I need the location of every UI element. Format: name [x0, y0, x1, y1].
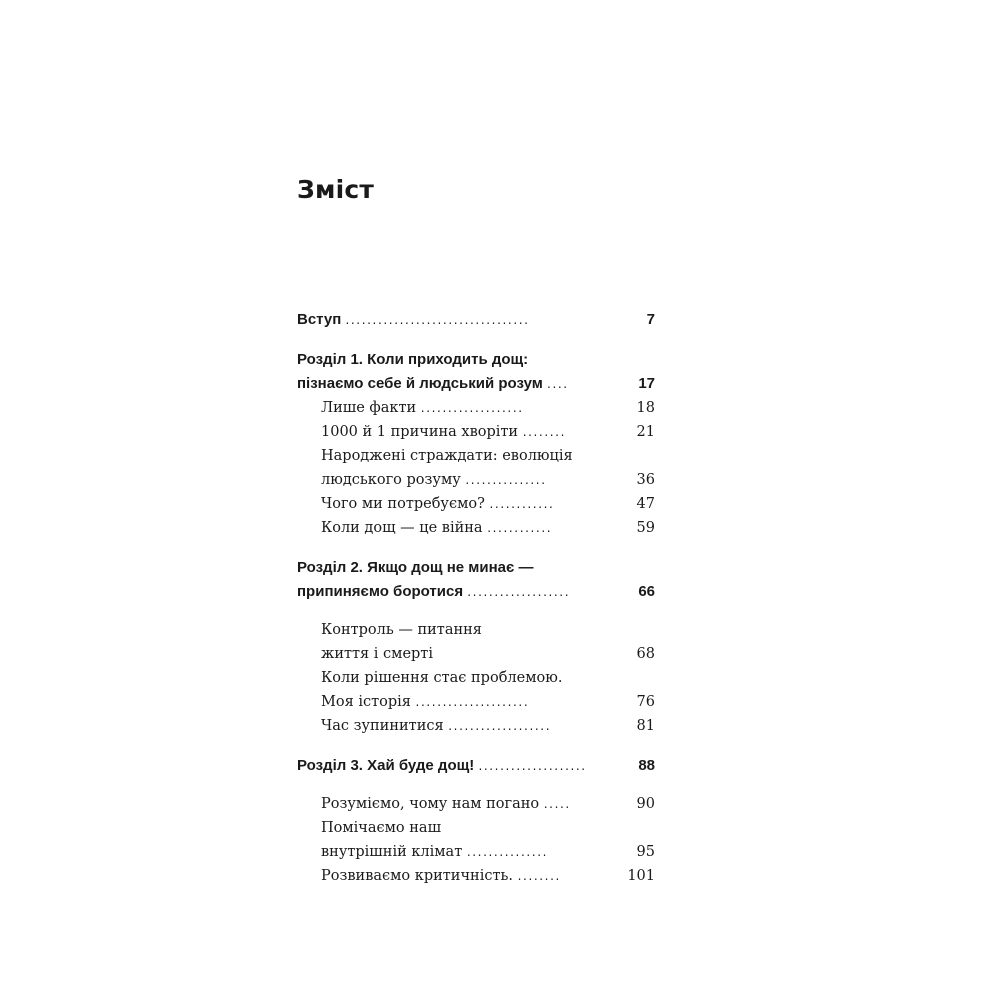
toc-entry: [297, 580, 655, 604]
toc-entry: [297, 492, 655, 516]
dot-leader: ............: [487, 521, 553, 535]
toc-entry: [297, 714, 655, 738]
toc-entry: [297, 690, 655, 714]
dot-leader: ...................: [448, 719, 552, 733]
toc-entry-text: внутрішній клімат: [321, 844, 463, 860]
toc-entry: [297, 864, 655, 888]
toc-page-number: 7: [646, 311, 655, 328]
toc-entry-text: Лише факти: [321, 400, 417, 416]
toc-entry-text: людського розуму: [321, 472, 461, 488]
toc-entry: [297, 308, 655, 332]
page-title: Зміст: [297, 175, 375, 204]
toc-entry: [297, 348, 655, 372]
dot-leader: .....................: [415, 695, 530, 709]
toc-entry-text: припиняємо боротися: [297, 583, 464, 600]
toc-entry-text: Коли дощ — це війна: [321, 520, 483, 536]
toc-page-number: 76: [636, 694, 655, 710]
toc-entry: [297, 666, 655, 690]
toc-entry: [297, 556, 655, 580]
toc-page-number: 88: [638, 757, 655, 774]
toc-entry-text: Чого ми потребуємо?: [321, 496, 485, 512]
dot-leader: ........: [517, 869, 561, 883]
toc-entry-text: пізнаємо себе й людський розум: [297, 375, 543, 392]
toc-page-number: 101: [627, 868, 655, 884]
toc-entry-text: Народжені страждати: еволюція: [321, 448, 573, 464]
toc-entry-text: Розвиваємо критичність.: [321, 868, 513, 884]
dot-leader: ............: [489, 497, 555, 511]
toc-entry: [297, 420, 655, 444]
dot-leader: .....: [543, 797, 571, 811]
table-of-contents: [297, 308, 655, 888]
toc-page-number: 59: [636, 520, 655, 536]
toc-entry: [297, 618, 655, 642]
toc-entry-text: Помічаємо наш: [321, 820, 442, 836]
toc-entry: [297, 754, 655, 778]
toc-entry: [297, 444, 655, 468]
toc-page-number: 47: [636, 496, 655, 512]
toc-page-number: 81: [636, 718, 655, 734]
toc-entry: [297, 816, 655, 840]
dot-leader: ...................: [467, 585, 571, 599]
dot-leader: ...................: [420, 401, 524, 415]
toc-page-number: 21: [636, 424, 655, 440]
toc-entry-text: Розділ 3. Хай буде дощ!: [297, 757, 475, 774]
dot-leader: ..................................: [345, 313, 530, 327]
toc-entry-text: Контроль — питання: [321, 622, 482, 638]
toc-entry-text: Час зупинитися: [321, 718, 444, 734]
toc-page-number: 36: [636, 472, 655, 488]
dot-leader: ....: [547, 377, 569, 391]
dot-leader: ...............: [465, 473, 547, 487]
toc-entry: [297, 840, 655, 864]
toc-entry-text: Вступ: [297, 311, 342, 328]
toc-entry: [297, 792, 655, 816]
dot-leader: ....................: [478, 759, 587, 773]
toc-page-number: 68: [636, 646, 655, 662]
toc-entry-text: Розділ 1. Коли приходить дощ:: [297, 351, 529, 368]
toc-entry: [297, 372, 655, 396]
toc-entry: [297, 516, 655, 540]
toc-entry: [297, 468, 655, 492]
toc-entry-text: Моя історія: [321, 694, 411, 710]
toc-page-number: 66: [638, 583, 655, 600]
toc-page-number: 18: [636, 400, 655, 416]
toc-page-number: 95: [636, 844, 655, 860]
toc-entry-text: 1000 й 1 причина хворіти: [321, 424, 519, 440]
toc-entry: [297, 642, 655, 666]
toc-entry-text: Розділ 2. Якщо дощ не минає —: [297, 559, 534, 576]
toc-entry-text: життя і смерті: [321, 646, 433, 662]
toc-entry-text: Коли рішення стає проблемою.: [321, 670, 563, 686]
dot-leader: ........: [522, 425, 567, 439]
toc-page-number: 17: [638, 375, 655, 392]
toc-page-number: 90: [636, 796, 655, 812]
toc-entry-text: Розуміємо, чому нам погано: [321, 796, 540, 812]
toc-entry: [297, 396, 655, 420]
dot-leader: ...............: [466, 845, 549, 859]
